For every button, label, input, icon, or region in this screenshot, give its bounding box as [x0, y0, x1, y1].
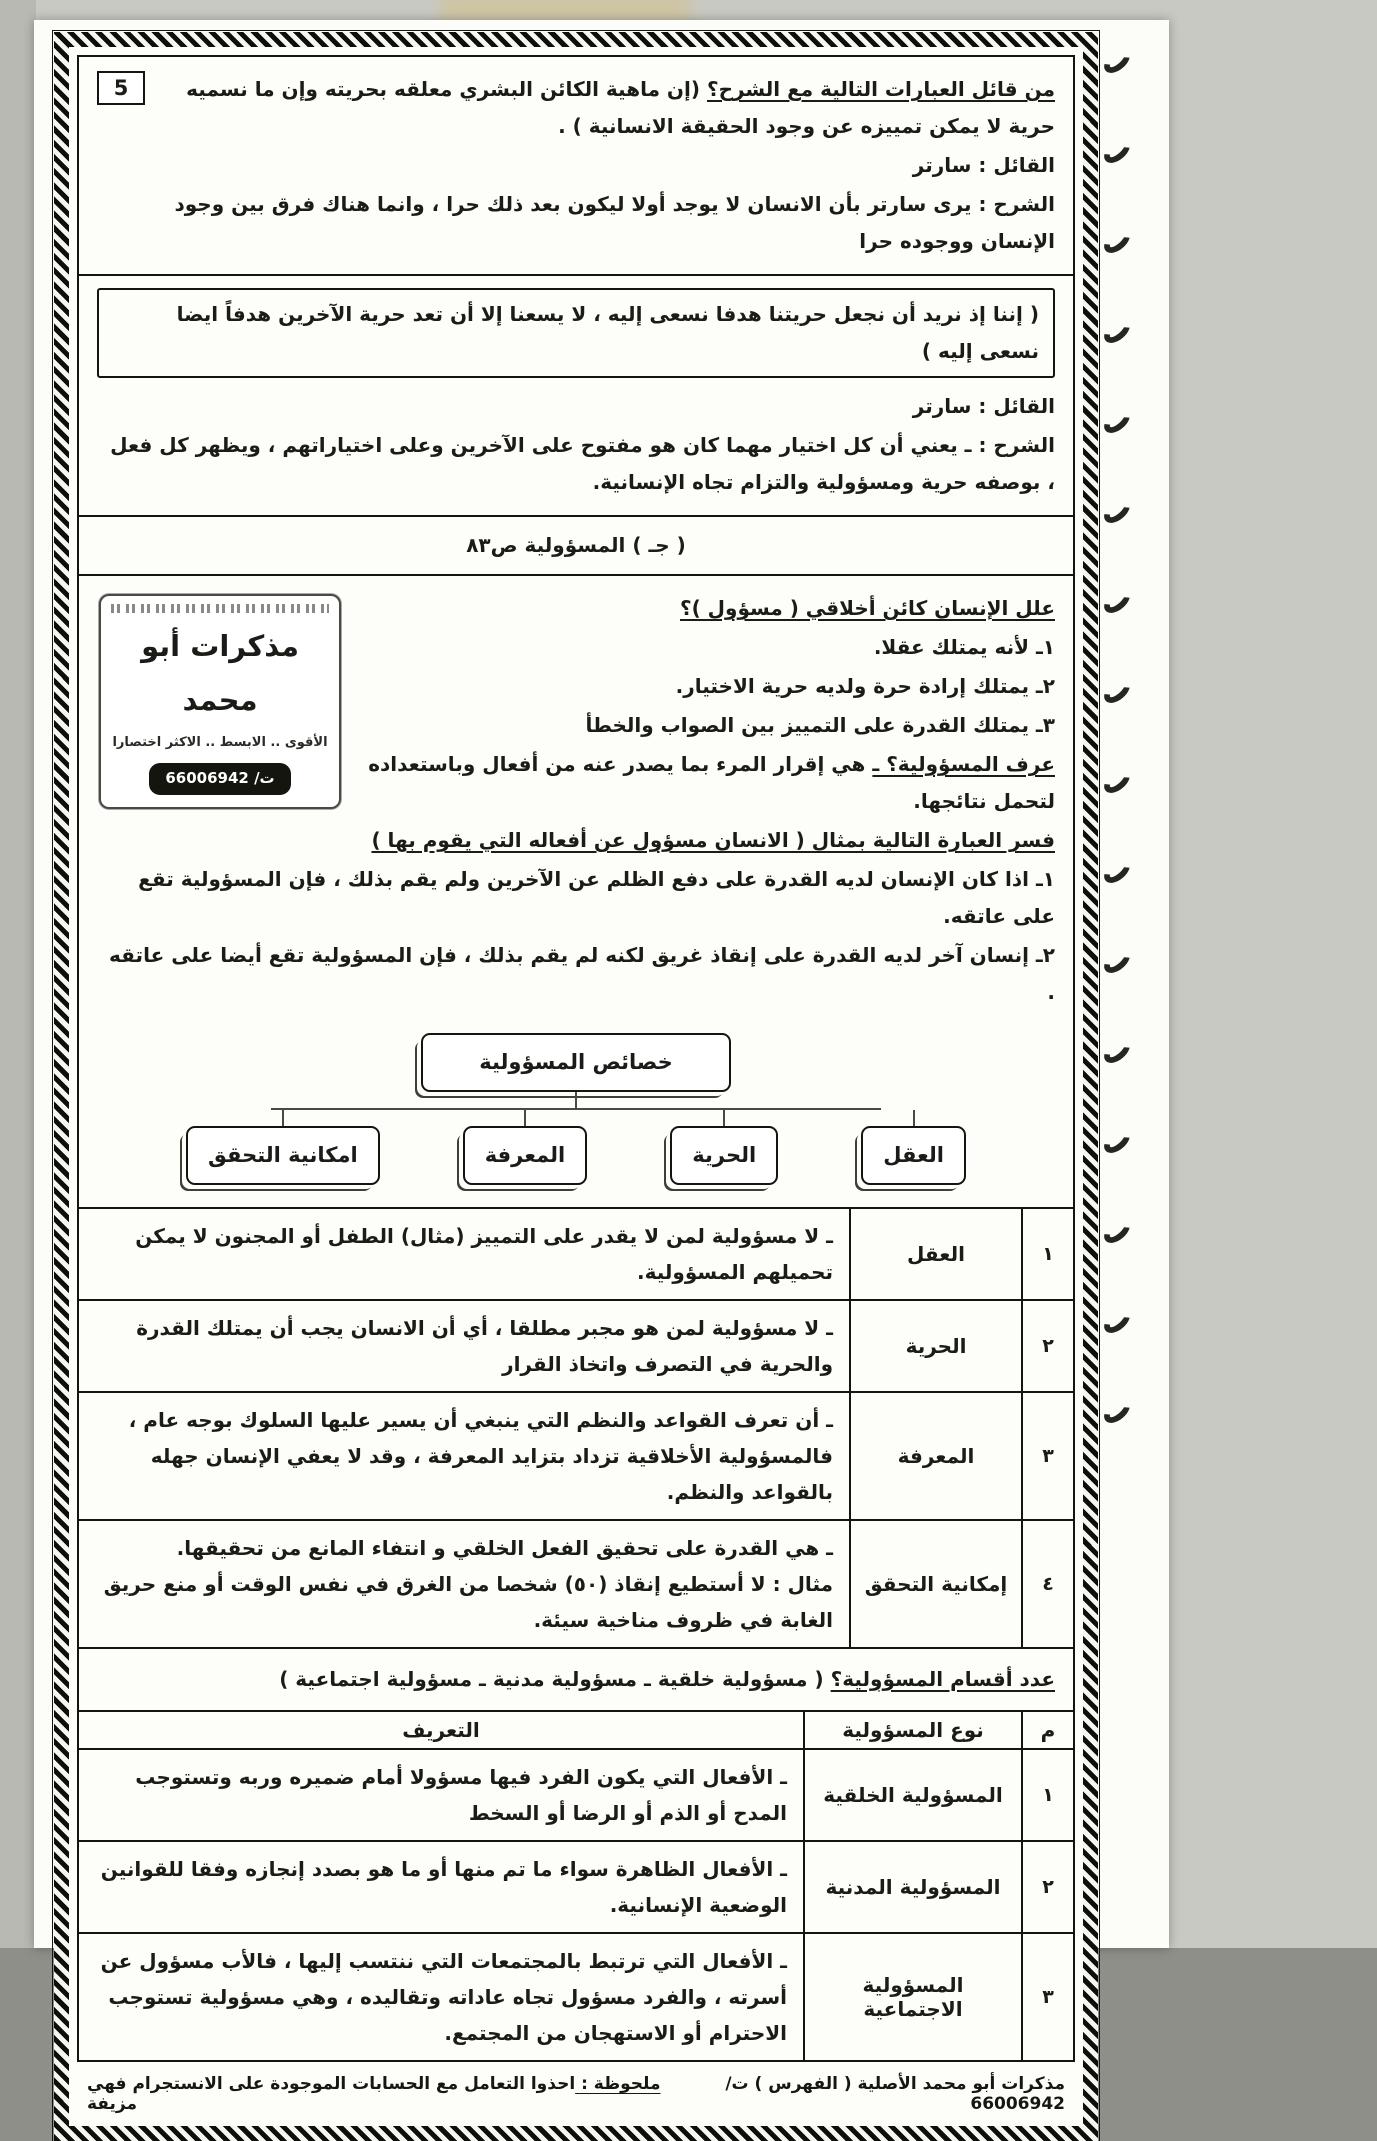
footer-publisher: مذكرات أبو محمد الأصلية ( الفهرس ) ت/ 66006942	[725, 2073, 1065, 2114]
table-row	[79, 1301, 1073, 1393]
row-number: ٢	[1042, 1334, 1054, 1357]
quote-box: ( إننا إذ نريد أن نجعل حريتنا هدفا نسعى إليه ، لا يسعنا إلا أن تعد حرية الآخرين هدفاً ايضا نسعى إليه )	[97, 288, 1055, 378]
speaker-name-2: سارتر	[912, 394, 972, 418]
binding-mark-icon	[1100, 224, 1135, 257]
row-definition: ـ الأفعال التي ترتبط بالمجتمعات التي ننتسب إليها ، فالأب مسؤول عن أسرته ، والفرد مسؤول تجاه عاداته وتقاليده ، وهي مسؤولية تستوجب الاحترام أو الاستهجان من المجتمع.	[79, 1934, 805, 2060]
question-1-label: من قائل العبارات التالية مع الشرح؟	[706, 77, 1055, 101]
section-question-2	[79, 276, 1073, 517]
row-name: إمكانية التحقق	[851, 1521, 1023, 1647]
row-number: ١	[1042, 1783, 1054, 1806]
table-row	[79, 1842, 1073, 1934]
table-header-row	[79, 1712, 1073, 1750]
section-divisions	[79, 1649, 1073, 1712]
diagram-connector	[524, 1110, 526, 1126]
row-definition: ـ أن تعرف القواعد والنظم التي ينبغي أن يسير عليها السلوك بوجه عام ، فالمسؤولية الأخلاقية تزداد بتزايد المعرفة ، وقد لا يعفي الإنسان جهله بالقواعد والنظم.	[79, 1393, 851, 1519]
table-row	[79, 1393, 1073, 1521]
row-number: ٤	[1042, 1572, 1054, 1595]
divisions-label: عدد أقسام المسؤولية؟	[830, 1666, 1055, 1691]
question-1	[97, 71, 1055, 145]
stamp-title: مذكرات أبو محمد	[141, 629, 299, 717]
binding-mark-icon	[1100, 134, 1135, 167]
binding-mark-icon	[1100, 494, 1135, 527]
row-definition	[79, 1521, 851, 1647]
question-1-quote: (إن ماهية الكائن البشري معلقه بحريته وإن ما نسميه حرية لا يمكن تمييزه عن وجود الحقيقة الانسانية ) .	[186, 77, 1055, 138]
diagram-node-knowledge: المعرفة	[463, 1126, 588, 1185]
row-number: ١	[1042, 1242, 1054, 1265]
reason-2: ٢ـ يمتلك إرادة حرة ولديه حرية الاختيار.	[675, 674, 1055, 698]
definition-label: عرف المسؤولية؟ ـ	[872, 752, 1055, 776]
section-question-1	[79, 57, 1073, 276]
row-type: المسؤولية الاجتماعية	[805, 1934, 1023, 2060]
explain-label-2: الشرح :	[971, 433, 1055, 457]
page-footer	[77, 2062, 1075, 2116]
diagram-child	[670, 1110, 778, 1185]
binding-mark-icon	[1100, 674, 1135, 707]
row-number: ٣	[1042, 1985, 1054, 2008]
q-explain-with-example: فسر العبارة التالية بمثال ( الانسان مسؤول عن أفعاله التي يقوم بها )	[371, 828, 1055, 852]
binding-mark-icon	[1100, 1214, 1135, 1247]
binding-mark-icon	[1100, 854, 1135, 887]
row-definition: ـ الأفعال التي يكون الفرد فيها مسؤولا أمام ضميره وربه وتستوجب المدح أو الذم أو الرضا أو السخط	[79, 1750, 805, 1840]
diagram-node-freedom: الحرية	[670, 1126, 778, 1185]
explanation-text-1: يرى سارتر بأن الانسان لا يوجد أولا ليكون بعد ذلك حرا ، وانما هناك فرق بين وجود الإنسان ووجوده حرا	[174, 192, 1055, 253]
binding-mark-icon	[1100, 944, 1135, 977]
binding-mark-icon	[1100, 764, 1135, 797]
chapter-title-row	[79, 517, 1073, 576]
row-name: الحرية	[851, 1301, 1023, 1391]
table-row	[79, 1934, 1073, 2060]
decorative-border-frame	[54, 32, 1098, 2141]
row-name: العقل	[851, 1209, 1023, 1299]
header-definition: التعريف	[79, 1712, 805, 1748]
binding-mark-icon	[1100, 1034, 1135, 1067]
diagram-child	[186, 1110, 380, 1185]
binding-mark-icon	[1100, 584, 1135, 617]
paper-sheet	[34, 20, 1169, 2114]
row-definition: ـ الأفعال الظاهرة سواء ما تم منها أو ما هو بصدد إنجازه وفقا للقوانين الوضعية الإنسانية.	[79, 1842, 805, 1932]
binding-mark-icon	[1100, 404, 1135, 437]
explanation-2	[97, 427, 1055, 501]
binding-mark-icon	[1100, 1304, 1135, 1337]
diagram-connector	[913, 1110, 915, 1126]
binding-mark-icon	[1100, 314, 1135, 347]
stamp-subtitle: الأقوى .. الابسط .. الاكثر اختصارا	[112, 735, 328, 751]
example-2: ٢ـ إنسان آخر لديه القدرة على إنقاذ غريق لكنه لم يقم بذلك ، فإن المسؤولية تقع أيضا على عاتقه .	[109, 943, 1055, 1004]
reason-1: ١ـ لأنه يمتلك عقلا.	[873, 635, 1055, 659]
binding-mark-icon	[1100, 1124, 1135, 1157]
header-type: نوع المسؤولية	[805, 1712, 1023, 1748]
row-definition: ـ لا مسؤولية لمن هو مجبر مطلقا ، أي أن الانسان يجب أن يمتلك القدرة والحرية في التصرف واتخاذ القرار	[79, 1301, 851, 1391]
row-definition-line1: ـ هي القدرة على تحقيق الفعل الخلقي و انتفاء المانع من تحقيقها.	[176, 1535, 833, 1560]
speaker-label-2: القائل :	[971, 394, 1055, 418]
reason-3: ٣ـ يمتلك القدرة على التمييز بين الصواب والخطأ	[585, 713, 1055, 737]
speaker-line-2	[97, 388, 1055, 425]
header-number: م	[1040, 1717, 1056, 1742]
diagram-connector	[723, 1110, 725, 1126]
diagram-connector	[282, 1110, 284, 1126]
diagram-node-feasibility: امكانية التحقق	[186, 1126, 380, 1185]
page-number-box	[97, 71, 145, 105]
explanation-1	[97, 186, 1055, 260]
row-type: المسؤولية الخلقية	[805, 1750, 1023, 1840]
q-why-moral: علل الإنسان كائن أخلاقي ( مسؤول )؟	[679, 596, 1055, 620]
explanation-text-2: ـ يعني أن كل اختيار مهما كان هو مفتوح على الآخرين وعلى اختياراتهم ، ويظهر كل فعل ، بوصفه حرية ومسؤولية والتزام تجاه الإنسانية.	[110, 433, 1055, 494]
table-row	[79, 1209, 1073, 1301]
row-name: المعرفة	[851, 1393, 1023, 1519]
spiral-binding-marks	[1102, 52, 1132, 1420]
footer-note-label: ملحوظة :	[575, 2073, 661, 2094]
diagram-child	[463, 1110, 588, 1185]
diagram-root-node: خصائص المسؤولية	[421, 1033, 731, 1092]
stamp-phone-badge: ت/ 66006942	[149, 763, 290, 795]
publisher-stamp	[99, 594, 341, 809]
chapter-title: ( جـ ) المسؤولية ص٨٣	[466, 533, 686, 557]
diagram-node-mind: العقل	[861, 1126, 966, 1185]
row-definition-line2: مثال : لا أستطيع إنقاذ (٥٠) شخصا من الغرق في نفس الوقت أو منع حريق الغابة في ظروف مناخية سيئة.	[103, 1571, 833, 1632]
speaker-line-1	[97, 147, 1055, 184]
responsibility-characteristics-diagram	[186, 1033, 966, 1185]
row-definition: ـ لا مسؤولية لمن لا يقدر على التمييز (مثال) الطفل أو المجنون لا يمكن تحميلهم المسؤولية.	[79, 1209, 851, 1299]
explain-label-1: الشرح :	[971, 192, 1055, 216]
section-responsibility	[79, 576, 1073, 1209]
footer-note-text: احذوا التعامل مع الحسابات الموجودة على الانستجرام فهي مزيفة	[87, 2073, 576, 2114]
example-1: ١ـ اذا كان الإنسان لديه القدرة على دفع الظلم عن الآخرين ولم يقم بذلك ، فإن المسؤولية تقع على عاتقه.	[138, 867, 1055, 928]
row-number: ٣	[1042, 1444, 1054, 1467]
row-number: ٢	[1042, 1875, 1054, 1898]
diagram-child	[861, 1110, 966, 1185]
page-number: 5	[113, 75, 129, 100]
diagram-children-row	[186, 1110, 966, 1185]
characteristics-table	[79, 1209, 1073, 1649]
diagram-connector	[575, 1092, 577, 1108]
types-table	[79, 1712, 1073, 2060]
row-type: المسؤولية المدنية	[805, 1842, 1023, 1932]
speaker-name-1: سارتر	[912, 153, 972, 177]
footer-note	[87, 2074, 663, 2114]
divisions-text: ( مسؤولية خلقية ـ مسؤولية مدنية ـ مسؤولية اجتماعية )	[279, 1666, 824, 1691]
speaker-label-1: القائل :	[971, 153, 1055, 177]
stamp-perforation-icon	[111, 604, 329, 613]
content-box	[77, 55, 1075, 2062]
table-row	[79, 1521, 1073, 1649]
definition-text: هي إقرار المرء بما يصدر عنه من أفعال وباستعداده لتحمل نتائجها.	[368, 752, 1055, 813]
table-row	[79, 1750, 1073, 1842]
